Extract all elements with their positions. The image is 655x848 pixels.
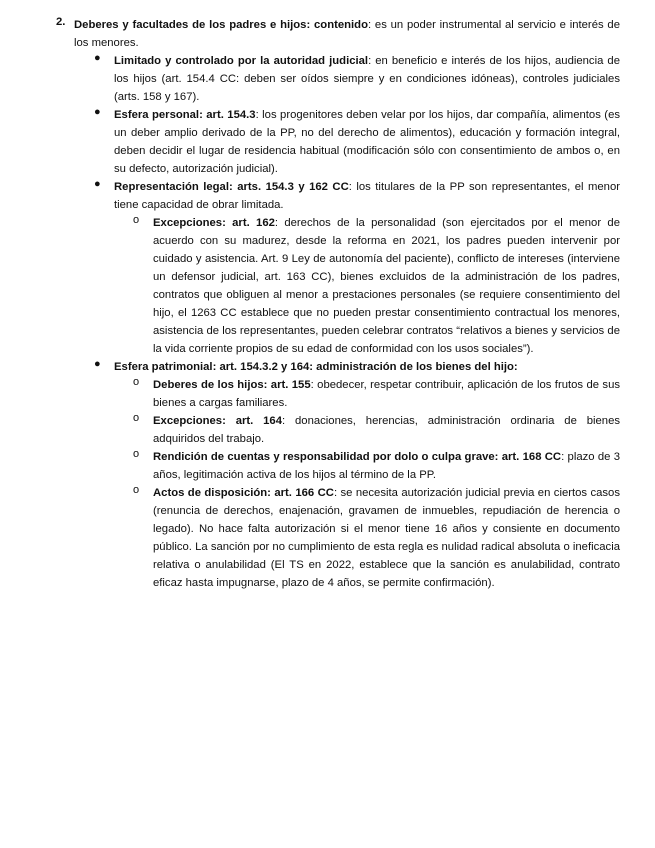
sub-marker: o [133, 376, 140, 388]
sub-item [56, 448, 620, 484]
sub-text [153, 214, 620, 358]
bullet-item [56, 358, 620, 376]
bullet-body: : los titulares de la PP son representantes, el menor tiene capacidad de obrar limitada. [114, 181, 620, 211]
sub-item [56, 484, 620, 592]
sub-item [56, 214, 620, 358]
sub-marker: o [133, 214, 140, 226]
bullet-text [114, 52, 620, 106]
section-number: 2. [56, 16, 66, 28]
bullet-bold: Representación legal: arts. 154.3 y 162 CC [114, 181, 349, 193]
sub-bold: Actos de disposición: art. 166 CC [153, 487, 334, 499]
sub-text [153, 412, 620, 448]
bullet-marker: ● [94, 178, 101, 190]
section-text: : es un poder instrumental al servicio e interés de los menores. [74, 19, 620, 49]
bullet-bold: Esfera patrimonial: art. 154.3.2 y 164: administración de los bienes del hijo: [114, 361, 518, 373]
bullet-text [114, 106, 620, 178]
sub-body: : donaciones, herencias, administración ordinaria de bienes adquiridos del trabajo. [153, 415, 620, 445]
sub-body: : obedecer, respetar contribuir, aplicación de los frutos de sus bienes a cargas familiares. [153, 379, 620, 409]
sub-item [56, 376, 620, 412]
bullet-item [56, 178, 620, 214]
sub-marker: o [133, 448, 140, 460]
sub-text [153, 448, 620, 484]
sub-body: : plazo de 3 años, legitimación activa de los hijos al término de la PP. [153, 451, 620, 481]
sub-marker: o [133, 412, 140, 424]
bullet-marker: ● [94, 52, 101, 64]
sub-bold: Rendición de cuentas y responsabilidad por dolo o culpa grave: art. 168 CC [153, 451, 562, 463]
bullet-body: : en beneficio e interés de los hijos, audiencia de los hijos (art. 154.4 CC: deben ser oídos siempre y en condiciones idóneas), controles judiciales (arts. 158 y 167). [114, 55, 620, 103]
sub-bold: Excepciones: art. 162 [153, 217, 275, 229]
bullet-marker: ● [94, 358, 101, 370]
bullet-text [114, 178, 620, 214]
numbered-section [56, 16, 620, 592]
bullet-marker: ● [94, 106, 101, 118]
bullet-text [114, 358, 620, 376]
bullet-body: : los progenitores deben velar por los hijos, dar compañía, alimentos (es un deber amplio derivado de la PP, no del derecho de alimentos), educación y formación integral, deben decidir el lugar de residencia habitual (modificación sólo con consentimiento de ambos o, en su defecto, autorización judicial). [114, 109, 620, 175]
bullet-bold: Esfera personal: art. 154.3 [114, 109, 256, 121]
sub-bold: Deberes de los hijos: art. 155 [153, 379, 311, 391]
sub-bold: Excepciones: art. 164 [153, 415, 282, 427]
sub-item [56, 412, 620, 448]
bullet-item [56, 106, 620, 178]
section-title: Deberes y facultades de los padres e hijos: contenido [74, 19, 368, 31]
bullet-item [56, 52, 620, 106]
sub-text [153, 484, 620, 592]
sub-text [153, 376, 620, 412]
section-heading [56, 16, 620, 52]
sub-marker: o [133, 484, 140, 496]
sub-body: : se necesita autorización judicial previa en ciertos casos (renuncia de derechos, enajenación, gravamen de inmuebles, repudiación de herencia o legado). No hace falta autorización si el menor tiene 16 años y consiente en documento público. La sanción por no cumplimiento de esta regla es nulidad radical absoluta o ineficacia relativa o anulabilidad (El TS en 2022, establece que la sanción es anulabilidad, contrato eficaz hasta impugnarse, plazo de 4 años, se permite confirmación). [153, 487, 620, 589]
bullet-bold: Limitado y controlado por la autoridad judicial [114, 55, 369, 67]
sub-body: : derechos de la personalidad (son ejercitados por el menor de acuerdo con su madurez, desde la reforma en 2021, los padres pueden intervenir por cuidado y asistencia. Art. 9 Ley de autonomía del paciente), conflicto de intereses (interviene un defensor judicial, art. 163 CC), bienes excluidos de la administración de los padres, contratos que obliguen al menor a prestaciones personales (se requiere consentimiento del hijo, el 1263 CC establece que no pueden prestar consentimiento contractual los menores, asistencia de los representantes, pueden celebrar contratos “relativos a bienes y servicios de la vida corriente propios de su edad de conformidad con los usos sociales”). [153, 217, 620, 355]
